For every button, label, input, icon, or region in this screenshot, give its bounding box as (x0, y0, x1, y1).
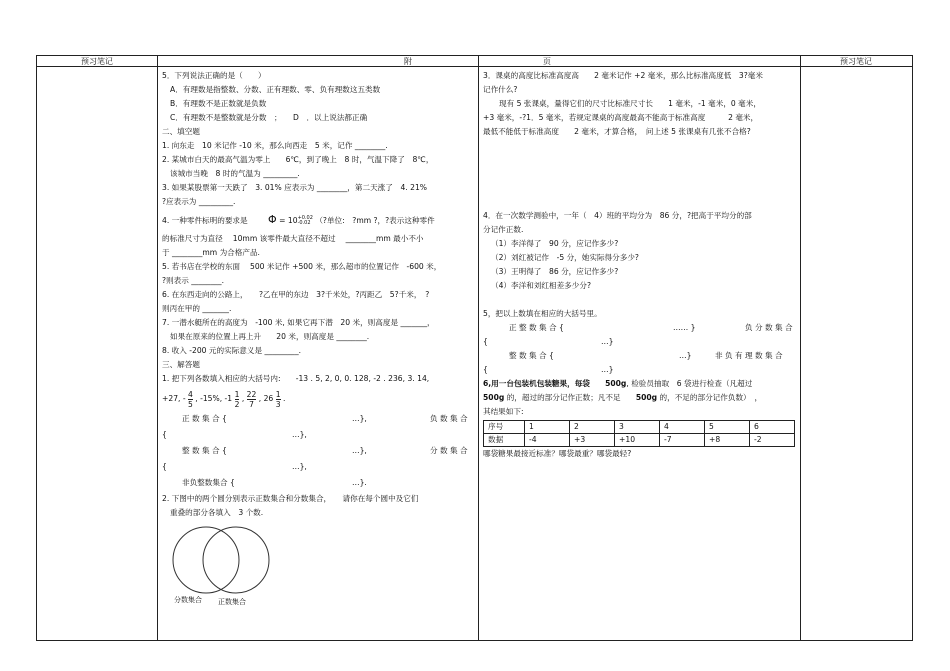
problem-4a: 4．在一次数学测验中，一年（ 4）班的平均分为 86 分，?把高于平均分的部 (483, 211, 752, 220)
q5-stem: 5．下列说法正确的是（ ） (162, 71, 266, 80)
problem-6b-mid: 的，超过的部分记作正数；凡不足 (504, 393, 636, 402)
divider-middle (478, 56, 479, 640)
fill-6b: 则丙在甲的 _______. (162, 304, 232, 313)
problem-6c: 其结果如下: (483, 407, 524, 416)
section-solve: 三、解答题 (162, 360, 200, 369)
section-fill-blank: 二、填空题 (162, 127, 200, 136)
divider-left (157, 56, 158, 640)
r5-row-1 (483, 321, 797, 335)
venn-label-left: 分数集合 (174, 596, 202, 604)
frac-num: 1 (275, 389, 281, 399)
venn-label-right: 正数集合 (218, 598, 246, 606)
set-positive-end: …}, (352, 414, 367, 423)
fraction-1-3 (276, 390, 281, 409)
weight-500g: 500g (483, 393, 505, 402)
fraction-set-circle (173, 527, 239, 593)
fill-4a-unit: （?单位: ?mm ?，?表示这种零件 (315, 216, 435, 225)
frac-den: 5 (188, 399, 193, 409)
problem-3e: 最低不能低于标准高度 2 毫米，才算合格， 问上述 5 张课桌有几张不合格? (483, 127, 751, 136)
problem-6a-pre: 6,用一台包装机包装糖果，每袋 (483, 379, 606, 388)
right-content (483, 69, 797, 461)
fraction-22-7 (247, 390, 257, 409)
weight-500g: 500g (605, 379, 627, 388)
table-cell: -4 (525, 434, 570, 447)
set-nonneg-integer: 非负整数集合 { (182, 478, 235, 487)
positive-set-circle (203, 527, 269, 593)
set-row-3 (162, 444, 474, 460)
venn-diagram (166, 522, 286, 606)
solve-1b-pre: +27, - (162, 394, 186, 403)
set-integer-end: …}, (352, 446, 367, 455)
fill-3a: 3. 如果某股票第一天跌了 3. 01% 应表示为 ________，第二天涨了 4. 21% (162, 183, 427, 192)
tolerance-upper: +0.02 (297, 215, 313, 221)
r5-row-2 (483, 335, 797, 349)
set-negative-fraction: 负 分 数 集 合 (745, 323, 793, 332)
set-row-4 (162, 460, 474, 476)
fill-1: 1. 向东走 10 米记作 -10 米，那么向西走 5 米，记作 ________. (162, 141, 388, 150)
tolerance-lower: -0.02 (297, 220, 311, 226)
set-negative: 负 数 集 合 (430, 414, 468, 423)
solve-2a: 2. 下图中的两个圆分别表示正数集合和分数集合， 请你在每个圆中及它们 (162, 494, 419, 503)
fill-4c: 于 ________mm 为合格产品. (162, 248, 260, 257)
fill-4a-eq: = 10 (279, 216, 298, 225)
set-positive-integer: 正 整 数 集 合 { (509, 323, 564, 332)
fill-4a (162, 209, 474, 232)
solve-1b (162, 386, 474, 412)
solve-1a: 1. 把下列各数填入相应的大括号内: -13 . 5, 2, 0, 0. 128, -2 . 236, 3. 14, (162, 374, 430, 383)
table-cell: +3 (570, 434, 615, 447)
set-negative-fraction-end: …} (601, 337, 614, 346)
problem-3c: 现有 5 张课桌，量得它们的尺寸比标准尺寸长 1 毫米，-1 毫米，0 毫米， (499, 99, 761, 108)
table-row (484, 421, 795, 434)
problem-4e: （3）王明得了 86 分，应记作多少? (491, 267, 619, 276)
set-integer: 整 数 集 合 { (509, 351, 554, 360)
brace-open: { (483, 337, 488, 346)
fraction-1-2 (235, 390, 240, 409)
problem-4c: （1）李洋得了 90 分，应记作多少? (491, 239, 619, 248)
table-cell: 2 (570, 421, 615, 434)
solve-1b-mid1: , -15%, -1 (195, 394, 233, 403)
q5-option-a: A．有理数是指整数、分数、正有理数、零、负有理数这五类数 (170, 85, 381, 94)
frac-num: 4 (188, 389, 193, 399)
fill-3b: ?应表示为 _________. (162, 197, 236, 206)
problem-6d: 哪袋糖果最接近标准？哪袋最重？哪袋最轻? (483, 449, 632, 458)
set-nonneg-integer-end: …}. (352, 478, 367, 487)
frac-den: 3 (275, 399, 281, 409)
table-cell: +8 (705, 434, 750, 447)
brace-open: { (162, 430, 167, 439)
solve-2b: 重叠的部分各填入 3 个数. (170, 508, 264, 517)
fill-6a: 6. 在东西走向的公路上， ?乙在甲的东边 3?千米处，?丙距乙 5?千米， ? (162, 290, 430, 299)
brace-open: { (162, 462, 167, 471)
frac-num: 22 (246, 389, 257, 399)
frac-num: 1 (234, 389, 240, 399)
header-center-b: 页 (543, 57, 551, 66)
solve-1b-mid2: , (241, 394, 245, 403)
fill-5a: 5. 若书店在学校的东面 500 米记作 +500 米，那么超市的位置记作 -600 米， (162, 262, 442, 271)
set-integer-end: …} (679, 351, 692, 360)
set-fraction-end: …}, (292, 462, 307, 471)
table-cell: 序号 (484, 421, 525, 434)
table-cell: 3 (615, 421, 660, 434)
q5-option-c-d: C．有理数不是整数就是分数 ； D ．以上说法都正确 (170, 113, 368, 122)
r5-row-3 (483, 349, 797, 363)
problem-6b-post: 的，不足的部分记作负数） ， (657, 393, 763, 402)
set-row-5 (162, 476, 474, 492)
table-cell: 数据 (484, 434, 525, 447)
brace-open: { (483, 365, 488, 374)
r5-row-4 (483, 363, 797, 377)
problem-6b (483, 391, 797, 405)
fill-7a: 7. 一潜水艇所在的高度为 -100 米, 如果它再下潜 20 米，则高度是 _______， (162, 318, 435, 327)
problem-4f: （4）李洋和刘红相差多少分? (491, 281, 591, 290)
table-cell: 1 (525, 421, 570, 434)
set-fraction: 分 数 集 合 (430, 446, 468, 455)
table-cell: -7 (660, 434, 705, 447)
set-row-1 (162, 412, 474, 428)
set-integer: 整 数 集 合 { (182, 446, 227, 455)
problem-3a: 3．课桌的高度比标准高度高 2 毫米记作 +2 毫米，那么比标准高度低 3?毫米 (483, 71, 763, 80)
set-positive-integer-end: …… } (673, 323, 696, 332)
table-cell: 5 (705, 421, 750, 434)
problem-3b: 记作什么? (483, 85, 518, 94)
problem-3d: +3 毫米，-?1．5 毫米，若规定课桌的高度最高不能高于标准高度 2 毫米， (483, 113, 759, 122)
header-center-a: 附 (404, 57, 412, 66)
set-nonneg-rational-end: …} (601, 365, 614, 374)
frac-den: 2 (234, 399, 240, 409)
header-left-notes: 预习笔记 (37, 56, 157, 67)
solve-1b-mid3: , 26 (258, 394, 274, 403)
problem-6a (483, 377, 797, 391)
fill-7b: 如果在原来的位置上再上升 20 米，则高度是 ________. (170, 332, 370, 341)
weight-500g: 500g (635, 393, 658, 402)
problem-4d: （2）刘红被记作 -5 分，她实际得分多少? (491, 253, 639, 262)
fill-2b: 该城市当晚 8 时的气温为 _________. (170, 169, 300, 178)
spacer (483, 139, 797, 209)
problem-4b: 分记作正数. (483, 225, 524, 234)
set-row-2 (162, 428, 474, 444)
fill-4b: 的标准尺寸为直径 10mm 该零件最大直径不超过 ________mm 最小不小 (162, 234, 424, 243)
candy-data-table (483, 420, 795, 447)
set-positive: 正 数 集 合 { (182, 414, 227, 423)
table-cell: 6 (750, 421, 795, 434)
left-content (162, 69, 474, 606)
table-cell: -2 (750, 434, 795, 447)
worksheet-frame (36, 55, 913, 641)
problem-5: 5，把以上数填在相应的大括号里。 (483, 309, 602, 318)
q5-option-b: B．有理数不是正数就是负数 (170, 99, 267, 108)
fill-8: 8. 收入 -200 元的实际意义是 _________. (162, 346, 302, 355)
fill-5b: ?则表示 ________. (162, 276, 225, 285)
phi-symbol: Φ (268, 213, 277, 226)
spacer (483, 293, 797, 307)
table-cell: 4 (660, 421, 705, 434)
fill-4a-text: 4. 一种零件标明的要求是 (162, 216, 248, 225)
fill-2a: 2. 某城市白天的最高气温为零上 6℃，到了晚上 8 时，气温下降了 8℃， (162, 155, 434, 164)
set-nonneg-rational: 非 负 有 理 数 集 合 (715, 351, 783, 360)
problem-6a-post: , 检验员抽取 6 袋进行检查（凡超过 (626, 379, 753, 388)
solve-1b-end: . (282, 394, 286, 403)
divider-right (800, 56, 801, 640)
header-right-notes: 预习笔记 (800, 56, 912, 67)
table-row (484, 434, 795, 447)
frac-den: 7 (249, 399, 254, 409)
table-cell: +10 (615, 434, 660, 447)
fraction-4-5 (188, 390, 193, 409)
set-negative-end: …}, (292, 430, 307, 439)
